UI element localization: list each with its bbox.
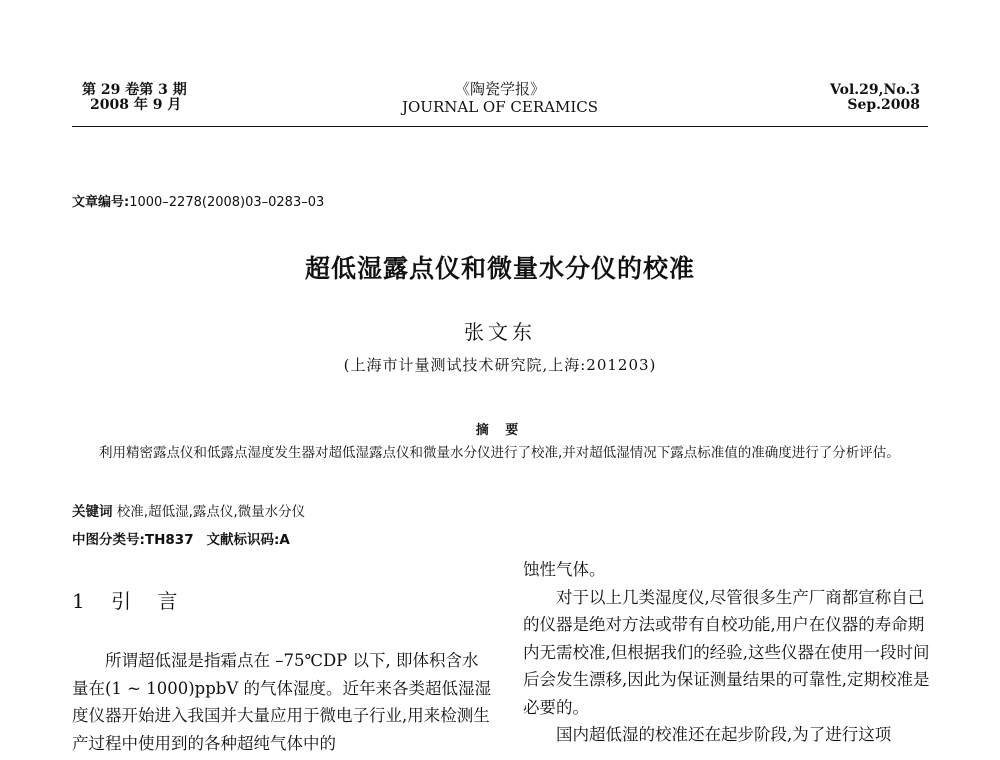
doc-code-label: 文献标识码: (206, 532, 280, 548)
left-column (72, 647, 492, 757)
keywords-label: 关键词 (72, 504, 113, 520)
article-title: 超低湿露点仪和微量水分仪的校准 (304, 254, 695, 283)
header-rule (72, 126, 928, 127)
keywords (72, 500, 305, 520)
journal-name-en: JOURNAL OF CERAMICS (402, 98, 598, 116)
article-number (72, 191, 324, 210)
header-issue: 第 29 卷第 3 期 (82, 82, 187, 98)
header-date-en: Sep.2008 (847, 97, 920, 113)
right-paragraph-1: 对于以上几类湿度仪,尽管很多生产厂商都宣称自己的仪器是绝对方法或带有自校功能,用户在仪器的寿命期内无需校准,但根据我们的经验,这些仪器在使用一段时间后会发生漂移,因此为保证测量结果的可靠性,定期校准是必要的。 (523, 587, 930, 717)
journal-name-cn: 《陶瓷学报》 (454, 80, 545, 98)
article-number-label: 文章编号: (72, 195, 130, 210)
doc-code-value: A (279, 532, 290, 548)
header-volume-block (830, 83, 920, 113)
right-column (523, 556, 933, 749)
abstract-heading: 摘 要 (475, 423, 525, 438)
clc-value: TH837 (144, 532, 194, 548)
article-affiliation: (上海市计量测试技术研究院,上海:201203) (343, 356, 657, 374)
header-volume: Vol.29,No.3 (830, 82, 920, 98)
article-number-value: 1000–2278(2008)03–0283–03 (129, 195, 325, 210)
right-paragraph-2: 国内超低湿的校准还在起步阶段,为了进行这项 (556, 725, 892, 744)
keywords-value: 校准,超低湿,露点仪,微量水分仪 (116, 504, 306, 520)
article-author: 张文东 (464, 320, 536, 344)
section-heading-intro: 1 引 言 (72, 589, 188, 613)
right-continuation: 蚀性气体。 (523, 560, 606, 579)
header-date: 2008 年 9 月 (90, 97, 182, 113)
classification (72, 528, 290, 548)
abstract-text: 利用精密露点仪和低露点湿度发生器对超低湿露点仪和微量水分仪进行了校准,并对超低湿情况下露点标准值的准确度进行了分析评估。 (99, 445, 900, 461)
left-paragraph: 所谓超低湿是指霜点在 –75℃DP 以下, 即体积含水量在(1 ~ 1000)ppbV 的气体湿度。近年来各类超低湿湿度仪器开始进入我国并大量应用于微电子行业,用来检测生产过程中使用到的各种超纯气体中的 (72, 651, 492, 753)
clc-label: 中图分类号: (72, 532, 145, 548)
